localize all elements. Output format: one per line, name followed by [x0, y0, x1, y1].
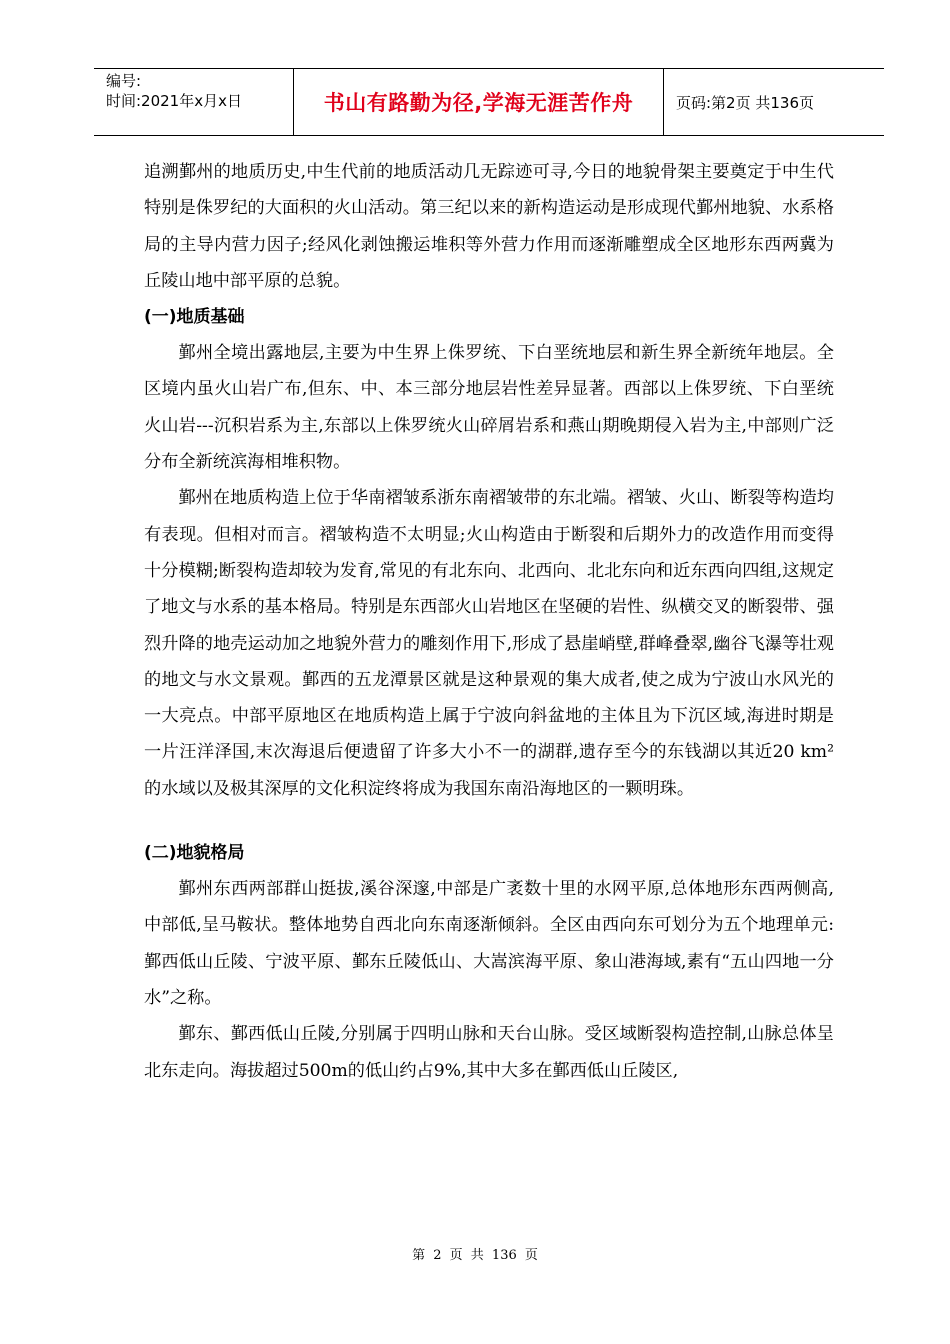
- paragraph-intro: 追溯鄞州的地质历史,中生代前的地质活动几无踪迹可寻,今日的地貌骨架主要奠定于中生代特别是侏罗纪的大面积的火山活动。第三纪以来的新构造运动是形成现代鄞州地貌、水系格局的主导内营力因子;经风化剥蚀搬运堆积等外营力作用而逐渐雕塑成全区地形东西两冀为丘陵山地中部平原的总貌。: [144, 162, 834, 291]
- header-meta: [94, 69, 294, 135]
- header-page-cell: [664, 69, 884, 135]
- page-footer: 第 2 页 共 136 页: [412, 1248, 538, 1263]
- section-heading-geology: (一)地质基础: [144, 307, 245, 328]
- header-page-number: 页码:第2页 共136页: [676, 93, 814, 112]
- header-motto-cell: [294, 69, 664, 135]
- document-time: 时间:2021年x月x日: [106, 92, 242, 110]
- document-number: 编号:: [106, 72, 142, 90]
- paragraph-hills: 鄞东、鄞西低山丘陵,分别属于四明山脉和天台山脉。受区域断裂构造控制,山脉总体呈北东走向。海拔超过500m的低山约占9%,其中大多在鄞西低山丘陵区,: [144, 1024, 834, 1081]
- section-heading-landform: (二)地貌格局: [144, 843, 245, 864]
- paragraph-structure: 鄞州在地质构造上位于华南褶皱系浙东南褶皱带的东北端。褶皱、火山、断裂等构造均有表现。但相对而言。褶皱构造不太明显;火山构造由于断裂和后期外力的改造作用而变得十分模糊;断裂构造却较为发育,常见的有北东向、北西向、北北东向和近东西向四组,这规定了地文与水系的基本格局。特别是东西部火山岩地区在坚硬的岩性、纵横交叉的断裂带、强烈升降的地壳运动加之地貌外营力的雕刻作用下,形成了悬崖峭壁,群峰叠翠,幽谷飞瀑等壮观的地文与水文景观。鄞西的五龙潭景区就是这种景观的集大成者,使之成为宁波山水风光的一大亮点。中部平原地区在地质构造上属于宁波向斜盆地的主体且为下沉区域,海进时期是一片汪洋泽国,末次海退后便遗留了许多大小不一的湖群,遗存至今的东钱湖以其近20 km²的水域以及极其深厚的文化积淀终将成为我国东南沿海地区的一颗明珠。: [144, 488, 834, 799]
- paragraph-strata: 鄞州全境出露地层,主要为中生界上侏罗统、下白垩统地层和新生界全新统年地层。全区境内虽火山岩广布,但东、中、本三部分地层岩性差异显著。西部以上侏罗统、下白垩统火山岩---沉积岩系为主,东部以上侏罗统火山碎屑岩系和燕山期晚期侵入岩为主,中部则广泛分布全新统滨海相堆积物。: [144, 343, 834, 473]
- page-header: [94, 68, 884, 136]
- header-motto: 书山有路勤为径,学海无涯苦作舟: [323, 91, 634, 115]
- paragraph-landform: 鄞州东西两部群山挺拔,溪谷深邃,中部是广袤数十里的水网平原,总体地形东西两侧高,中部低,呈马鞍状。整体地势自西北向东南逐渐倾斜。全区由西向东可划分为五个地理单元:鄞西低山丘陵、宁波平原、鄞东丘陵低山、大嵩滨海平原、象山港海域,素有“五山四地一分水”之称。: [144, 879, 834, 1008]
- section-spacer: [144, 807, 834, 835]
- document-body: [144, 154, 834, 1089]
